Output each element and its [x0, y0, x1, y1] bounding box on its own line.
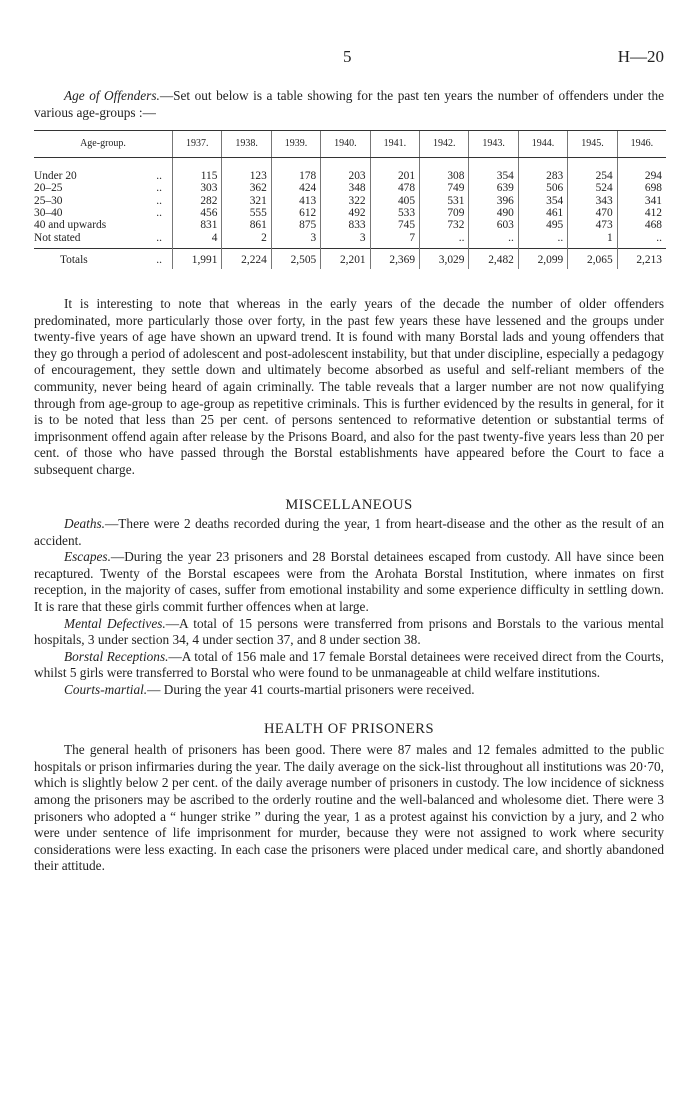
age-analysis-paragraph: It is interesting to note that whereas in the early years of the decade the number of older offenders predominated, more particularly those over forty, in the past few years these have lessened and the groups under twenty-five years of age have shown an upward trend. It is found with many Borstal lads and young offenders that they go through a period of adolescent and post-adolescent instability, but that under discipline, especially a pedagogy of encouragement, they settle down and ultimately become absorbed as useful and self-reliant members of the community, never being heard of again criminally. The table reveals that a larger number are not now qualifying through from age-group to age-group as repetitive criminals. This is further evidenced by the results in general, for it is to be noted that less than 25 per cent. of persons sentenced to reformative detention or substantial terms of imprisonment offend again after release by the Prisons Board, and also for the past twenty-five years less than 20 per cent. of those who have passed through the Borstal establishments have appeared before the Court to face a subsequent charge. — [34, 295, 664, 477]
value-cell: 405 — [370, 195, 419, 207]
value-cell: 490 — [469, 207, 518, 219]
miscellaneous-heading: MISCELLANEOUS — [285, 496, 413, 513]
value-cell: 4 — [173, 232, 222, 249]
column-header-year: 1938. — [222, 131, 271, 158]
value-cell: 412 — [617, 207, 666, 219]
value-cell: 833 — [321, 219, 370, 231]
value-cell: 283 — [518, 158, 567, 183]
age-group-label: 40 and upwards — [34, 219, 107, 232]
value-cell: 123 — [222, 158, 271, 183]
value-cell: 308 — [420, 158, 469, 183]
value-cell: 524 — [568, 182, 617, 194]
table-row — [34, 182, 666, 194]
value-cell: .. — [420, 232, 469, 249]
value-cell: 396 — [469, 195, 518, 207]
value-cell: 2,505 — [271, 248, 320, 269]
age-of-offenders-paragraph — [34, 88, 664, 121]
value-cell: 612 — [271, 207, 320, 219]
leader-dots: .. — [156, 207, 162, 220]
column-header-year: 1941. — [370, 131, 419, 158]
value-cell: 1 — [568, 232, 617, 249]
value-cell: 354 — [518, 195, 567, 207]
value-cell: 2,099 — [518, 248, 567, 269]
value-cell: .. — [518, 232, 567, 249]
table-row — [34, 195, 666, 207]
value-cell: 461 — [518, 207, 567, 219]
leader-dots: .. — [156, 231, 162, 244]
value-cell: 492 — [321, 207, 370, 219]
column-header-year: 1946. — [617, 131, 666, 158]
table-row — [34, 158, 666, 183]
age-group-label-cell — [34, 248, 173, 269]
value-cell: 424 — [271, 182, 320, 194]
page-number: 5 — [343, 47, 352, 66]
deaths-paragraph — [34, 516, 664, 549]
age-group-label-cell — [34, 232, 173, 249]
column-header-year: 1940. — [321, 131, 370, 158]
column-header-year: 1942. — [420, 131, 469, 158]
age-group-label: 30–40 — [34, 207, 63, 220]
value-cell: 322 — [321, 195, 370, 207]
value-cell: 115 — [173, 158, 222, 183]
value-cell: 875 — [271, 219, 320, 231]
table-row — [34, 232, 666, 249]
borstal-receptions-text: —A total of 156 male and 17 female Borstal detainees were received direct from the Courts, whilst 5 girls were transferred to Borstal who were found to be unmanageable at child welfare institutions. — [34, 648, 664, 681]
age-group-label-cell — [34, 219, 173, 231]
value-cell: 603 — [469, 219, 518, 231]
value-cell: .. — [469, 232, 518, 249]
value-cell: 749 — [420, 182, 469, 194]
age-group-label: Under 20 — [34, 170, 77, 183]
value-cell: 2,482 — [469, 248, 518, 269]
document-code: H—20 — [617, 47, 664, 66]
health-heading: HEALTH OF PRISONERS — [263, 720, 435, 737]
age-group-label: Totals — [60, 253, 88, 266]
value-cell: 294 — [617, 158, 666, 183]
leader-dots: .. — [156, 182, 162, 195]
borstal-receptions-paragraph — [34, 649, 664, 682]
courts-martial-text: — During the year 41 courts-martial prisoners were received. — [147, 682, 475, 698]
value-cell: 698 — [617, 182, 666, 194]
leader-dots: .. — [156, 170, 162, 183]
value-cell: 7 — [370, 232, 419, 249]
value-cell: 3 — [271, 232, 320, 249]
deaths-title: Deaths. — [64, 516, 105, 532]
column-header-year: 1937. — [173, 131, 222, 158]
value-cell: 831 — [173, 219, 222, 231]
mental-defectives-title: Mental Defectives. — [64, 615, 166, 631]
age-of-offenders-title: Age of Offenders. — [64, 88, 160, 103]
value-cell: 732 — [420, 219, 469, 231]
value-cell: 531 — [420, 195, 469, 207]
value-cell: 495 — [518, 219, 567, 231]
value-cell: 348 — [321, 182, 370, 194]
value-cell: 178 — [271, 158, 320, 183]
value-cell: 254 — [568, 158, 617, 183]
value-cell: 2 — [222, 232, 271, 249]
leader-dots: .. — [156, 253, 162, 266]
escapes-paragraph — [34, 549, 664, 615]
borstal-receptions-title: Borstal Receptions. — [64, 648, 169, 664]
value-cell: 203 — [321, 158, 370, 183]
age-group-label-cell — [34, 207, 173, 219]
age-of-offenders-text: —Set out below is a table showing for the past ten years the number of offenders under the various age-groups :— — [34, 88, 664, 120]
value-cell: 456 — [173, 207, 222, 219]
table-body — [34, 158, 666, 269]
value-cell: 506 — [518, 182, 567, 194]
value-cell: 468 — [617, 219, 666, 231]
totals-row — [34, 248, 666, 269]
page-content — [34, 88, 664, 875]
value-cell: 2,224 — [222, 248, 271, 269]
table-row — [34, 207, 666, 219]
age-group-label-cell — [34, 182, 173, 194]
value-cell: 413 — [271, 195, 320, 207]
value-cell: 555 — [222, 207, 271, 219]
courts-martial-paragraph — [34, 682, 664, 699]
value-cell: 861 — [222, 219, 271, 231]
age-group-label-cell — [34, 195, 173, 207]
value-cell: 321 — [222, 195, 271, 207]
value-cell: .. — [617, 232, 666, 249]
value-cell: 343 — [568, 195, 617, 207]
value-cell: 354 — [469, 158, 518, 183]
age-group-label: Not stated — [34, 231, 81, 244]
column-header-age-group: Age-group. — [34, 131, 173, 158]
value-cell: 341 — [617, 195, 666, 207]
value-cell: 3 — [321, 232, 370, 249]
courts-martial-title: Courts-martial. — [64, 682, 148, 698]
table-header-row — [34, 131, 666, 158]
value-cell: 2,201 — [321, 248, 370, 269]
page-header — [0, 49, 700, 69]
column-header-year: 1939. — [271, 131, 320, 158]
value-cell: 362 — [222, 182, 271, 194]
mental-defectives-text: —A total of 15 persons were transferred from prisons and Borstals to the various mental hospitals, 3 under section 34, 4 under section 37, and 8 under section 38. — [34, 615, 665, 648]
value-cell: 201 — [370, 158, 419, 183]
value-cell: 3,029 — [420, 248, 469, 269]
value-cell: 478 — [370, 182, 419, 194]
value-cell: 470 — [568, 207, 617, 219]
health-paragraph: The general health of prisoners has been good. There were 87 males and 12 females admitted to the public hospitals or prison infirmaries during the year. The daily average on the sick-list throughout all institutions was 20·70, which is slightly below 2 per cent. of the daily average number of prisoners in custody. The low incidence of sickness among the prisoners may be ascribed to the orderly routine and the well-balanced and wholesome diet. There were 3 prisoners who adopted a “ hunger strike ” during the year, 1 as a protest against his conviction by a jury, and 2 who were under sentence of life imprisonment for murder, because they were not assigned to work where security considerations were less exacting. In each case the prisoners were placed under medical care, and shortly abandoned their attitude. — [34, 742, 664, 874]
age-group-label: 25–30 — [34, 194, 63, 207]
value-cell: 473 — [568, 219, 617, 231]
value-cell: 1,991 — [173, 248, 222, 269]
value-cell: 533 — [370, 207, 419, 219]
mental-defectives-paragraph — [34, 616, 664, 649]
leader-dots: .. — [156, 194, 162, 207]
column-header-year: 1943. — [469, 131, 518, 158]
table-row — [34, 219, 666, 231]
escapes-text: —During the year 23 prisoners and 28 Borstal detainees escaped from custody. All have since been recaptured. Twenty of the Borstal escapees were from the Arohata Borstal Institution, where inmates on first reception, in the majority of cases, suffer from emotional instability and some experience difficulty in settling down. It is rare that these girls commit further offences when at large. — [34, 549, 664, 615]
age-group-label: 20–25 — [34, 182, 63, 195]
column-header-year: 1944. — [518, 131, 567, 158]
value-cell: 303 — [173, 182, 222, 194]
deaths-text: —There were 2 deaths recorded during the year, 1 from heart-disease and the other as the result of an accident. — [34, 516, 664, 548]
escapes-title: Escapes. — [64, 549, 111, 565]
age-group-table — [34, 130, 666, 269]
value-cell: 2,369 — [370, 248, 419, 269]
value-cell: 2,065 — [568, 248, 617, 269]
column-header-year: 1945. — [568, 131, 617, 158]
value-cell: 745 — [370, 219, 419, 231]
value-cell: 282 — [173, 195, 222, 207]
value-cell: 709 — [420, 207, 469, 219]
value-cell: 639 — [469, 182, 518, 194]
value-cell: 2,213 — [617, 248, 666, 269]
age-group-label-cell — [34, 158, 173, 183]
